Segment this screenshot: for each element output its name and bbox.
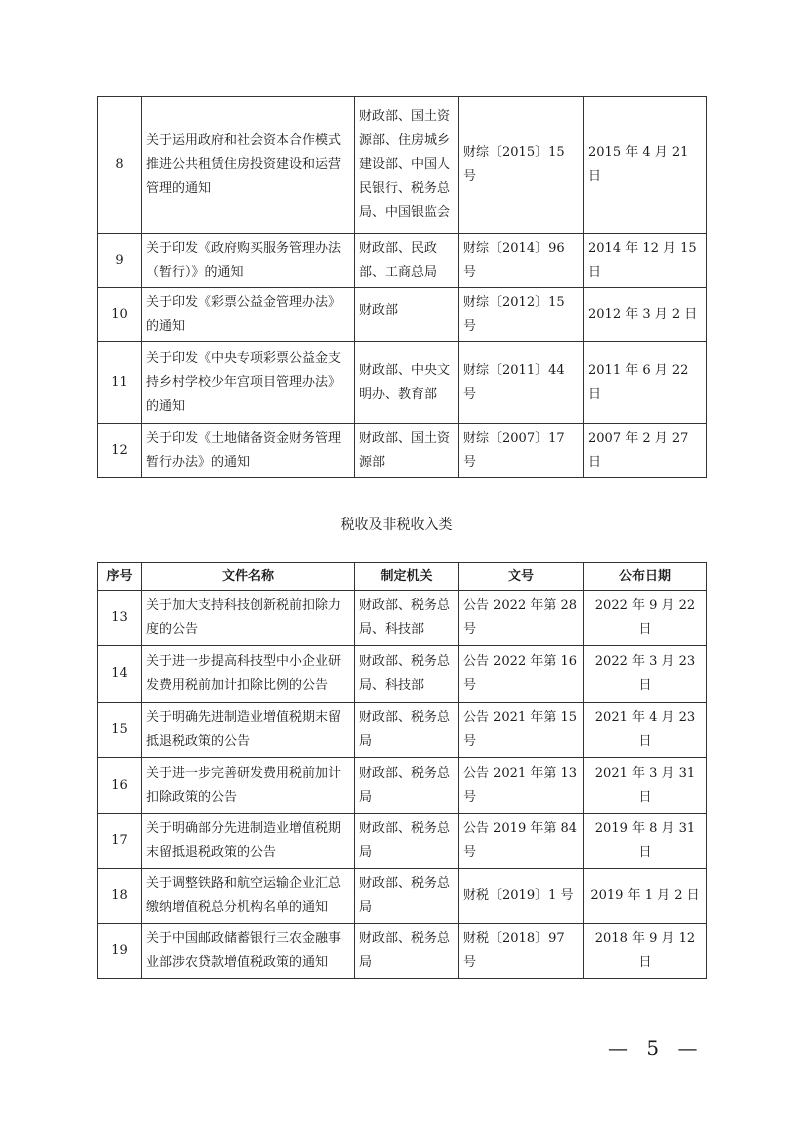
- document-number: 公告 2021 年第 13 号: [459, 758, 584, 814]
- page-number: — 5 —: [608, 1036, 704, 1060]
- document-title: 关于进一步提高科技型中小企业研发费用税前加计扣除比例的公告: [142, 646, 355, 703]
- table-row: [98, 342, 707, 424]
- document-number: 公告 2019 年第 84 号: [459, 814, 584, 869]
- document-number: 财综〔2015〕15 号: [459, 97, 584, 234]
- row-number: 9: [98, 234, 142, 288]
- document-number: 财税〔2019〕1 号: [459, 869, 584, 924]
- issuing-agency: 财政部、税务总局: [355, 924, 459, 979]
- table-row: [98, 814, 707, 869]
- issuing-agency: 财政部、税务总局: [355, 869, 459, 924]
- column-header-agency: 制定机关: [355, 563, 459, 591]
- document-title: 关于运用政府和社会资本合作模式推进公共租赁住房投资建设和运营管理的通知: [142, 97, 355, 234]
- issuing-agency: 财政部、税务总局、科技部: [355, 646, 459, 703]
- table-row: [98, 424, 707, 478]
- row-number: 15: [98, 703, 142, 758]
- document-number: 财税〔2018〕97 号: [459, 924, 584, 979]
- document-number: 财综〔2011〕44 号: [459, 342, 584, 424]
- issuing-agency: 财政部、国土资源部: [355, 424, 459, 478]
- table-header-row: [98, 563, 707, 591]
- document-title: 关于中国邮政储蓄银行三农金融事业部涉农贷款增值税政策的通知: [142, 924, 355, 979]
- table-row: [98, 97, 707, 234]
- publish-date: 2022 年 9 月 22 日: [584, 591, 707, 646]
- document-title: 关于明确先进制造业增值税期末留抵退税政策的公告: [142, 703, 355, 758]
- document-number: 公告 2021 年第 15 号: [459, 703, 584, 758]
- row-number: 17: [98, 814, 142, 869]
- column-header-number: 序号: [98, 563, 142, 591]
- publish-date: 2019 年 8 月 31 日: [584, 814, 707, 869]
- table-row: [98, 924, 707, 979]
- publish-date: 2018 年 9 月 12 日: [584, 924, 707, 979]
- document-title: 关于印发《政府购买服务管理办法（暂行）》的通知: [142, 234, 355, 288]
- publish-date: 2014 年 12 月 15 日: [584, 234, 707, 288]
- row-number: 13: [98, 591, 142, 646]
- row-number: 8: [98, 97, 142, 234]
- table-row: [98, 758, 707, 814]
- publish-date: 2011 年 6 月 22 日: [584, 342, 707, 424]
- document-title: 关于印发《土地储备资金财务管理暂行办法》的通知: [142, 424, 355, 478]
- document-title: 关于进一步完善研发费用税前加计扣除政策的公告: [142, 758, 355, 814]
- table-row: [98, 288, 707, 342]
- column-header-title: 文件名称: [142, 563, 355, 591]
- column-header-doc-number: 文号: [459, 563, 584, 591]
- section-title: 税收及非税收入类: [340, 517, 453, 533]
- policy-table-continued: [97, 96, 707, 478]
- issuing-agency: 财政部、国土资源部、住房城乡建设部、中国人民银行、税务总局、中国银监会: [355, 97, 459, 234]
- document-title: 关于调整铁路和航空运输企业汇总缴纳增值税总分机构名单的通知: [142, 869, 355, 924]
- publish-date: 2019 年 1 月 2 日: [584, 869, 707, 924]
- issuing-agency: 财政部、税务总局: [355, 703, 459, 758]
- row-number: 14: [98, 646, 142, 703]
- document-title: 关于加大支持科技创新税前扣除力度的公告: [142, 591, 355, 646]
- row-number: 18: [98, 869, 142, 924]
- document-title: 关于印发《中央专项彩票公益金支持乡村学校少年宫项目管理办法》的通知: [142, 342, 355, 424]
- publish-date: 2021 年 3 月 31 日: [584, 758, 707, 814]
- issuing-agency: 财政部、税务总局、科技部: [355, 591, 459, 646]
- issuing-agency: 财政部、民政部、工商总局: [355, 234, 459, 288]
- row-number: 16: [98, 758, 142, 814]
- publish-date: 2015 年 4 月 21 日: [584, 97, 707, 234]
- row-number: 10: [98, 288, 142, 342]
- publish-date: 2021 年 4 月 23 日: [584, 703, 707, 758]
- issuing-agency: 财政部、税务总局: [355, 814, 459, 869]
- document-number: 公告 2022 年第 28 号: [459, 591, 584, 646]
- issuing-agency: 财政部、税务总局: [355, 758, 459, 814]
- table-row: [98, 234, 707, 288]
- document-title: 关于印发《彩票公益金管理办法》的通知: [142, 288, 355, 342]
- row-number: 19: [98, 924, 142, 979]
- issuing-agency: 财政部: [355, 288, 459, 342]
- tax-policy-table: [97, 562, 707, 979]
- document-number: 财综〔2014〕96 号: [459, 234, 584, 288]
- table-row: [98, 869, 707, 924]
- publish-date: 2012 年 3 月 2 日: [584, 288, 707, 342]
- publish-date: 2007 年 2 月 27 日: [584, 424, 707, 478]
- row-number: 12: [98, 424, 142, 478]
- publish-date: 2022 年 3 月 23 日: [584, 646, 707, 703]
- table-row: [98, 591, 707, 646]
- row-number: 11: [98, 342, 142, 424]
- document-number: 财综〔2007〕17 号: [459, 424, 584, 478]
- table-row: [98, 646, 707, 703]
- document-number: 财综〔2012〕15 号: [459, 288, 584, 342]
- issuing-agency: 财政部、中央文明办、教育部: [355, 342, 459, 424]
- column-header-date: 公布日期: [584, 563, 707, 591]
- document-number: 公告 2022 年第 16 号: [459, 646, 584, 703]
- table-row: [98, 703, 707, 758]
- document-title: 关于明确部分先进制造业增值税期末留抵退税政策的公告: [142, 814, 355, 869]
